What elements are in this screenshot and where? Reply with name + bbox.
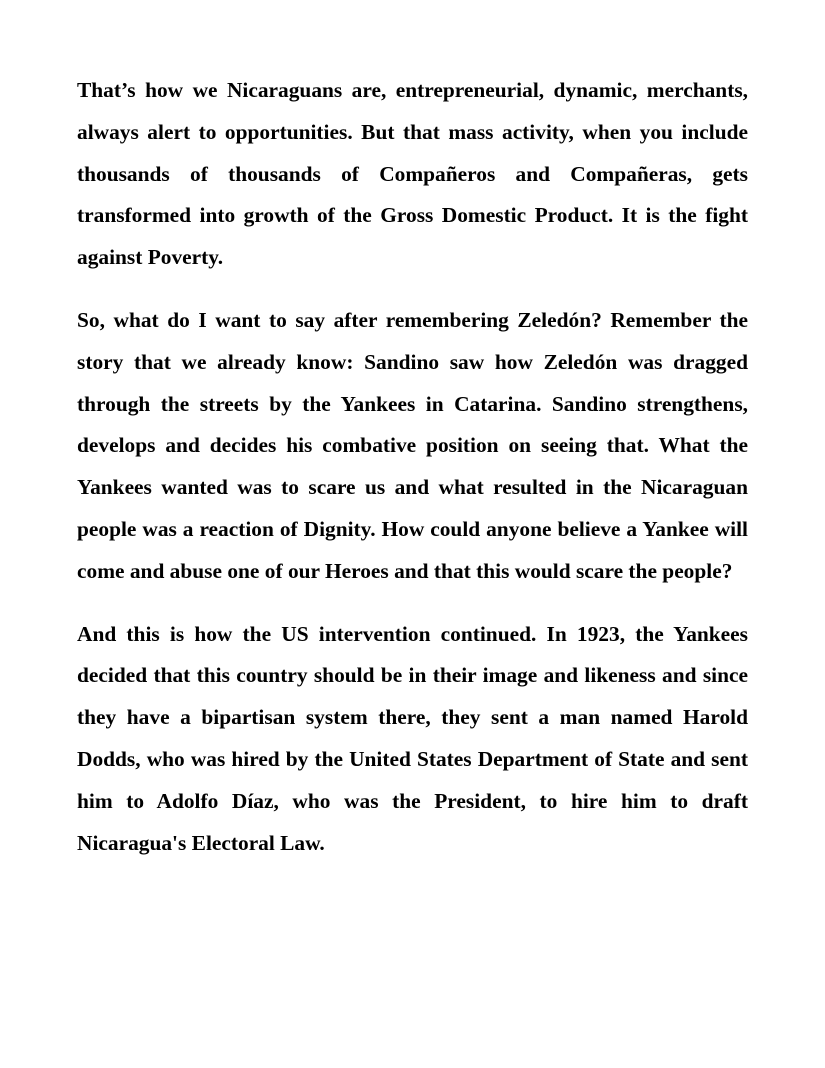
paragraph-remembering-zeledon: So, what do I want to say after remembering Zeledón? Remember the story that we already know: Sandino saw how Zeledón was dragged through the streets by the Yankees in Catarina. Sandino strengthens, develops and decides his combative position on seeing that. What the Yankees wanted was to scare us and what resulted in the Nicaraguan people was a reaction of Dignity. How could anyone believe a Yankee will come and abuse one of our Heroes and that this would scare the people?: [77, 307, 748, 583]
paragraph-nicaraguans-entrepreneurial: That’s how we Nicaraguans are, entrepreneurial, dynamic, merchants, always alert to opportunities. But that mass activity, when you include thousands of thousands of Compañeros and Compañeras, gets transformed into growth of the Gross Domestic Product. It is the fight against Poverty.: [77, 78, 748, 270]
document-body: [77, 70, 748, 864]
paragraph-us-intervention: And this is how the US intervention continued. In 1923, the Yankees decided that this country should be in their image and likeness and since they have a bipartisan system there, they sent a man named Harold Dodds, who was hired by the United States Department of State and sent him to Adolfo Díaz, who was the President, to hire him to draft Nicaragua's Electoral Law.: [77, 621, 748, 855]
